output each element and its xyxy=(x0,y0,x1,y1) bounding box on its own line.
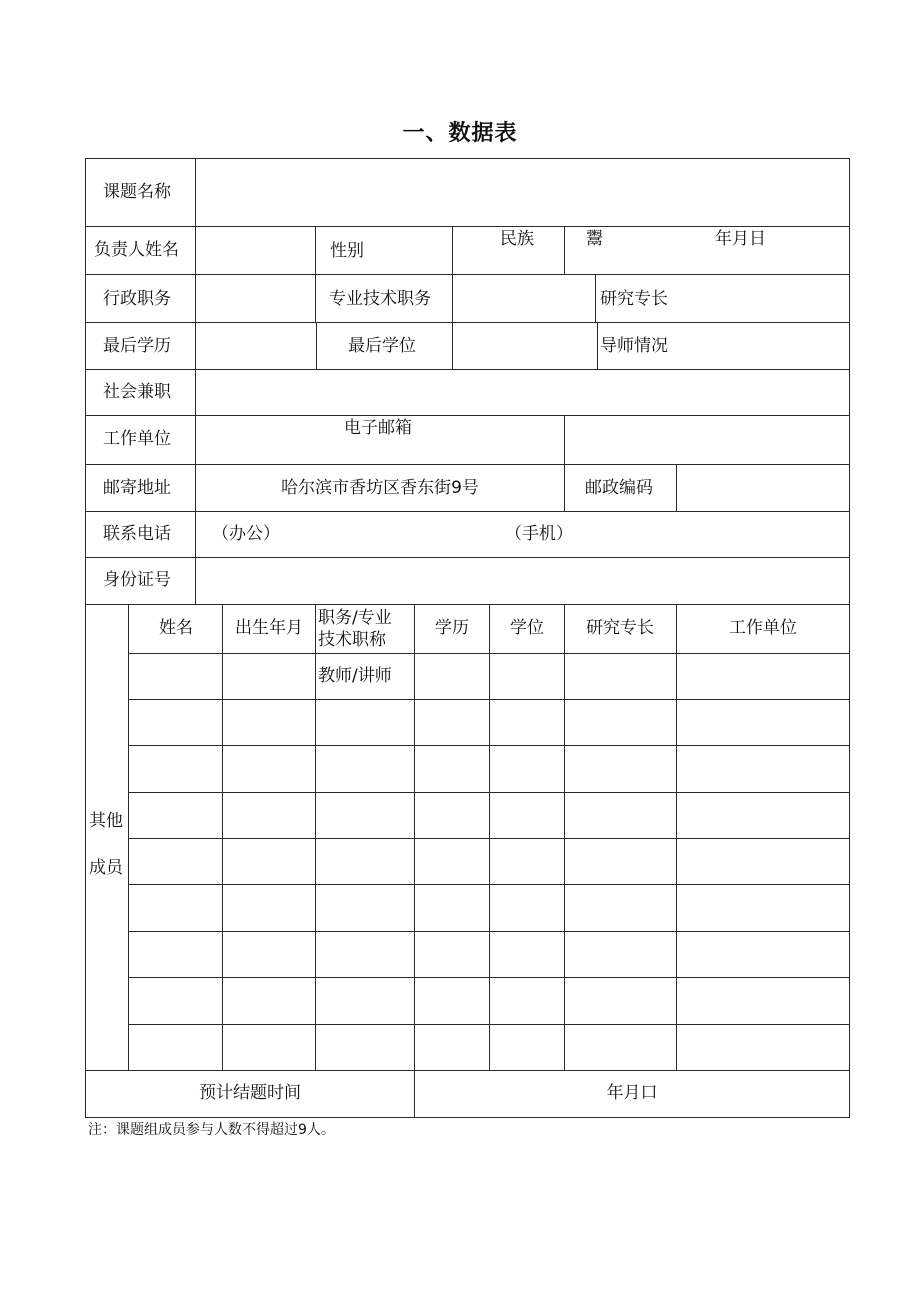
grid-line xyxy=(222,604,223,1070)
grid-line xyxy=(452,226,453,369)
grid-line xyxy=(595,274,596,322)
grid-line xyxy=(85,1070,850,1071)
mailing-address-value: 哈尔滨市香坊区香东街9号 xyxy=(281,478,479,498)
label-social-positions: 社会兼职 xyxy=(103,382,171,402)
grid-line xyxy=(85,415,850,416)
grid-line xyxy=(316,322,317,369)
label-birth-date: 年月日 xyxy=(715,229,766,249)
label-other-members-2: 成员 xyxy=(89,858,123,878)
header-member-name: 姓名 xyxy=(159,618,193,638)
grid-line xyxy=(85,369,850,370)
label-leader-name: 负责人姓名 xyxy=(94,240,179,260)
label-work-unit: 工作单位 xyxy=(103,429,171,449)
label-birth-char: 鬻 xyxy=(586,229,603,249)
grid-line xyxy=(128,604,129,1070)
header-member-unit: 工作单位 xyxy=(729,618,797,638)
grid-line xyxy=(85,557,850,558)
member-row-1-title: 教师/讲师 xyxy=(318,666,392,686)
grid-line xyxy=(85,464,850,465)
header-member-degree: 学位 xyxy=(510,618,544,638)
header-member-specialty: 研究专长 xyxy=(586,618,654,638)
label-gender: 性别 xyxy=(330,241,364,261)
label-final-degree: 最后学位 xyxy=(348,336,416,356)
footnote: 注：课题组成员参与人数不得超过9人。 xyxy=(88,1122,335,1138)
header-member-birth: 出生年月 xyxy=(235,618,303,638)
grid-line xyxy=(676,464,677,511)
label-other-members-1: 其他 xyxy=(89,811,123,831)
grid-line xyxy=(85,1117,850,1118)
label-email: 电子邮箱 xyxy=(344,418,412,438)
grid-line xyxy=(315,226,316,322)
completion-date: 年月口 xyxy=(606,1083,658,1103)
grid-line xyxy=(85,604,850,605)
grid-line xyxy=(564,604,565,1070)
grid-line xyxy=(315,604,316,1070)
grid-line xyxy=(85,511,850,512)
header-member-title-line2: 技术职称 xyxy=(318,630,386,650)
grid-line xyxy=(597,322,598,369)
label-ethnicity: 民族 xyxy=(500,229,534,249)
label-supervisor: 导师情况 xyxy=(600,336,668,356)
label-id-number: 身份证号 xyxy=(103,570,171,590)
label-postal-code: 邮政编码 xyxy=(585,478,653,498)
label-phone-mobile: （手机） xyxy=(505,524,573,544)
label-final-education: 最后学历 xyxy=(103,336,171,356)
grid-line xyxy=(676,604,677,1070)
grid-line xyxy=(85,274,850,275)
grid-line xyxy=(85,322,850,323)
label-project-name: 课题名称 xyxy=(103,182,171,202)
label-research-specialty: 研究专长 xyxy=(600,289,668,309)
label-phone-office: （办公） xyxy=(212,524,280,544)
label-expected-completion: 预计结题时间 xyxy=(199,1083,301,1103)
grid-line xyxy=(564,226,565,274)
grid-line xyxy=(849,158,850,1118)
grid-line xyxy=(85,158,86,1118)
page-title: 一、数据表 xyxy=(402,121,518,146)
label-admin-position: 行政职务 xyxy=(103,289,171,309)
label-mailing-address: 邮寄地址 xyxy=(103,478,171,498)
grid-line xyxy=(564,415,565,511)
label-professional-title: 专业技术职务 xyxy=(329,289,431,309)
grid-line xyxy=(414,604,415,1117)
grid-line xyxy=(195,158,196,604)
grid-line xyxy=(85,226,850,227)
label-phone: 联系电话 xyxy=(103,524,171,544)
header-member-education: 学历 xyxy=(435,618,469,638)
grid-line xyxy=(489,604,490,1070)
header-member-title-line1: 职务/专业 xyxy=(318,608,392,628)
grid-line xyxy=(85,158,850,159)
